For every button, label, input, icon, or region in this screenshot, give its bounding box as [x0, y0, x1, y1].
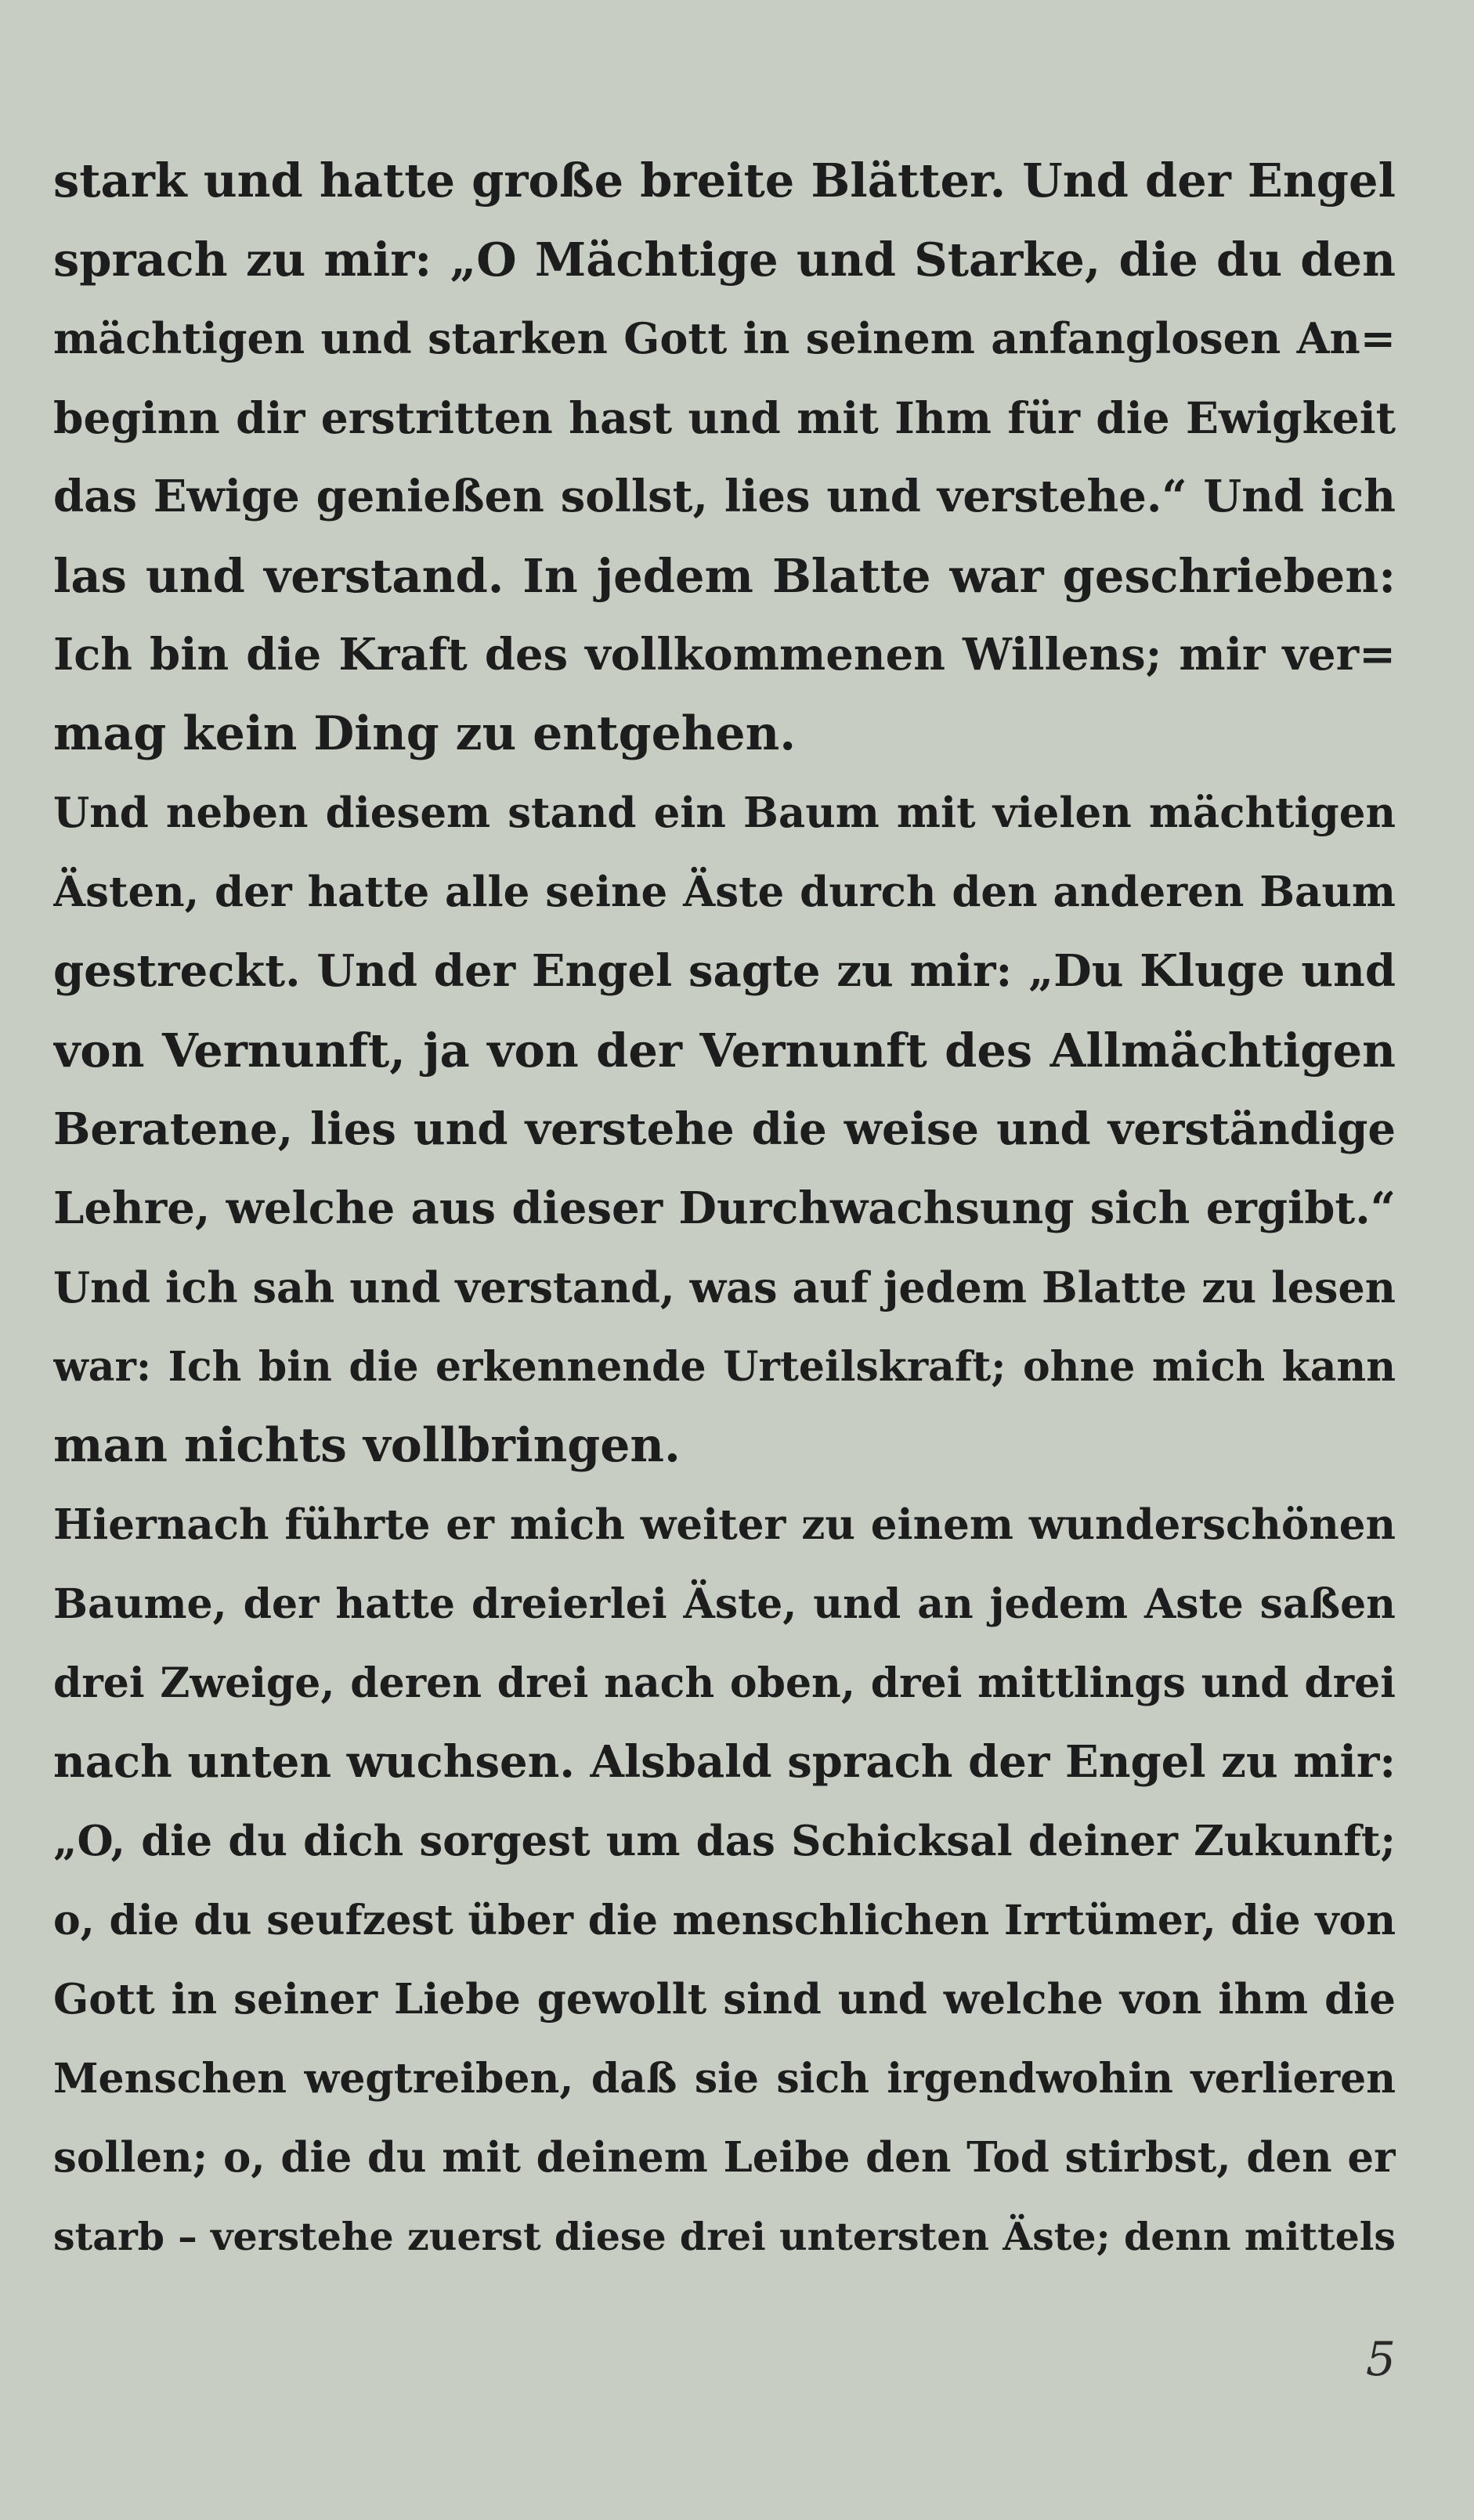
text-line: man nichts vollbringen. [53, 1418, 681, 1473]
text-line: Ästen, der hatte alle seine Äste durch den anderen Baum [53, 868, 1396, 916]
text-line: Baume, der hatte dreierlei Äste, und an jedem Aste saßen [53, 1580, 1396, 1628]
text-line: gestreckt. Und der Engel sagte zu mir: „Du Kluge und [53, 945, 1396, 997]
text-line: Menschen wegtreiben, daß sie sich irgendwohin verlieren [53, 2055, 1396, 2103]
body-text [53, 141, 1396, 2276]
text-line: drei Zweige, deren drei nach oben, drei mittlings und drei [53, 1659, 1396, 1707]
text-line: nach unten wuchsen. Alsbald sprach der Engel zu mir: [53, 1736, 1396, 1788]
text-line: mächtigen und starken Gott in seinem anfanglosen An= [53, 313, 1396, 363]
text-line: das Ewige genießen sollst, lies und verstehe.“ Und ich [53, 471, 1396, 522]
text-line: o, die du seufzest über die menschlichen Irrtümer, die von [53, 1897, 1396, 1944]
text-line: las und verstand. In jedem Blatte war geschrieben: [53, 549, 1396, 603]
page-number: 5 [1365, 2332, 1396, 2387]
text-line: Ich bin die Kraft des vollkommenen Willens; mir ver= [53, 629, 1396, 681]
text-line: Und neben diesem stand ein Baum mit vielen mächtigen [53, 789, 1396, 837]
text-line: Beratene, lies und verstehe die weise und verständige [53, 1103, 1396, 1155]
text-line: beginn dir erstritten hast und mit Ihm für die Ewigkeit [53, 392, 1396, 443]
text-line: stark und hatte große breite Blätter. Und der Engel [53, 153, 1396, 208]
text-line: mag kein Ding zu entgehen. [53, 706, 797, 761]
text-line: starb – verstehe zuerst diese drei untersten Äste; denn mittels [53, 2214, 1396, 2259]
text-line: sprach zu mir: „O Mächtige und Starke, die du den [53, 233, 1396, 287]
text-line: Hiernach führte er mich weiter zu einem wunderschönen [53, 1500, 1396, 1549]
text-line: sollen; o, die du mit deinem Leibe den Tod stirbst, den er [53, 2133, 1396, 2182]
text-line: war: Ich bin die erkennende Urteilskraft; ohne mich kann [53, 1343, 1396, 1391]
text-line: Lehre, welche aus dieser Durchwachsung sich ergibt.“ [53, 1182, 1396, 1234]
text-line: „O, die du dich sorgest um das Schicksal deiner Zukunft; [53, 1817, 1396, 1865]
text-line: von Vernunft, ja von der Vernunft des Allmächtigen [53, 1024, 1396, 1078]
text-line: Und ich sah und verstand, was auf jedem Blatte zu lesen [53, 1262, 1396, 1312]
text-line: Gott in seiner Liebe gewollt sind und welche von ihm die [53, 1975, 1396, 2024]
